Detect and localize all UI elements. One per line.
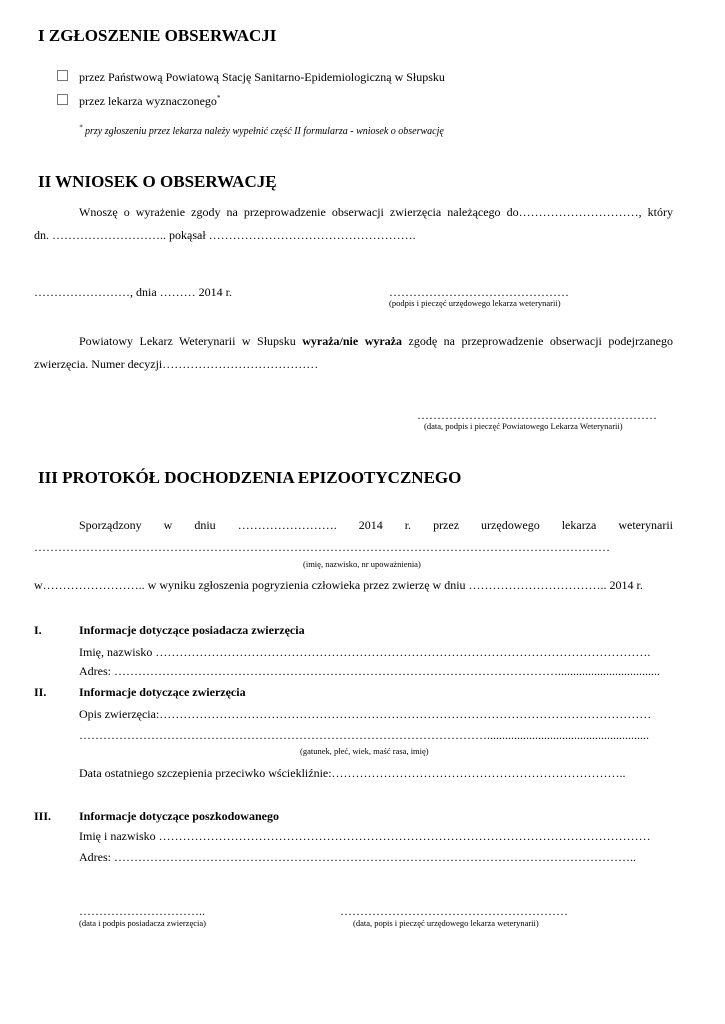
prepared-caption: (imię, nazwisko, nr upoważnienia) <box>303 559 421 569</box>
section-2-title: II WNIOSEK O OBSERWACJĘ <box>38 172 277 191</box>
plw-signature-caption: (data, podpis i pieczęć Powiatowego Lekarza Weterynarii) <box>424 421 623 431</box>
part-2-number: II. <box>34 685 47 699</box>
signature-caption: (podpis i pieczęć urzędowego lekarza weterynarii) <box>389 298 561 308</box>
owner-name-line[interactable]: Imię, nazwisko ……………………………………………………………………………………………………………. <box>79 645 651 659</box>
option-doctor-label: przez lekarza wyznaczonego <box>79 94 217 108</box>
date-line[interactable]: ……………………, dnia ……… 2014 r. <box>34 285 232 299</box>
owner-signature-caption: (data i podpis posiadacza zwierzęcia) <box>79 918 206 928</box>
decision-text-post: zgodę na przeprowadzenie obserwacji podejrzanego <box>402 334 673 348</box>
part-1-number: I. <box>34 623 42 637</box>
section-3-title: III PROTOKÓŁ DOCHODZENIA EPIZOOTYCZNEGO <box>38 468 462 487</box>
animal-description-caption: (gatunek, płeć, wiek, maść rasa, imię) <box>300 746 429 756</box>
victim-address-line[interactable]: Adres: ………………………………………………………………………………………………………………….. <box>79 850 636 864</box>
option-row-doctor <box>57 94 220 109</box>
option-doctor-mark: * <box>216 94 221 102</box>
decision-line-1 <box>79 334 673 349</box>
prepared-line-2[interactable]: ……………………………………………………………………………………………………………………………… <box>34 540 610 554</box>
part-1-heading: Informacje dotyczące posiadacza zwierzęcia <box>79 623 305 637</box>
plw-signature-line[interactable]: …………………………………………………… <box>417 408 657 422</box>
prepared-line-1[interactable]: Sporządzony w dniu ……………………. 2014 r. przez urzędowego lekarza weterynarii <box>79 518 673 532</box>
part-3-heading: Informacje dotyczące poszkodowanego <box>79 809 279 823</box>
option-sanepid-checkbox[interactable] <box>57 70 68 81</box>
decision-choice[interactable]: wyraża/nie wyraża <box>302 334 403 348</box>
footnote-text: przy zgłoszeniu przez lekarza należy wypełnić część II formularza - wniosek o obserwację <box>82 126 444 137</box>
animal-description-line-2[interactable]: …………………………………………………………………………………………...................................................... <box>79 728 649 742</box>
option-sanepid-label: przez Państwową Powiatową Stację Sanitarno-Epidemiologiczną w Słupsku <box>79 70 445 84</box>
footnote <box>79 123 444 137</box>
vet-signature-line[interactable]: ………………………………………………… <box>340 904 568 918</box>
footnote-mark: * <box>79 123 83 132</box>
vet-signature-caption: (data, popis i pieczęć urzędowego lekarza weterynarii) <box>353 918 539 928</box>
decision-number-line[interactable]: zwierzęcia. Numer decyzji………………………………… <box>34 357 319 371</box>
option-row-sanepid <box>57 70 445 85</box>
owner-signature-line[interactable]: ………………………….. <box>79 904 205 918</box>
request-line-2[interactable]: dn. ……………………….. pokąsał ……………………………………………. <box>34 228 416 242</box>
request-line-1[interactable]: Wnoszę o wyrażenie zgody na przeprowadzenie obserwacji zwierzęcia należącego do…………………………, który <box>79 205 673 219</box>
vaccination-date-line[interactable]: Data ostatniego szczepienia przeciwko wściekliźnie:……………………………………………………………….. <box>79 766 626 780</box>
part-3-number: III. <box>34 809 52 823</box>
victim-name-line[interactable]: Imię i nazwisko …………………………………………………………………………………………………………… <box>79 829 651 843</box>
signature-line[interactable]: ……………………………………… <box>389 285 569 299</box>
bite-line[interactable]: w…………………….. w wyniku zgłoszenia pogryzienia człowieka przez zwierzę w dniu …………………………….. 2014 r. <box>34 578 643 592</box>
owner-address-line[interactable]: Adres: ………………………………………………………………………………………………….................................. <box>79 664 660 678</box>
section-1-title: I ZGŁOSZENIE OBSERWACJI <box>38 26 277 45</box>
part-2-heading: Informacje dotyczące zwierzęcia <box>79 685 246 699</box>
decision-text-pre: Powiatowy Lekarz Weterynarii w Słupsku <box>79 334 303 348</box>
animal-description-line-1[interactable]: Opis zwierzęcia:…………………………………………………………………………………………………………… <box>79 707 652 721</box>
option-doctor-checkbox[interactable] <box>57 94 68 105</box>
